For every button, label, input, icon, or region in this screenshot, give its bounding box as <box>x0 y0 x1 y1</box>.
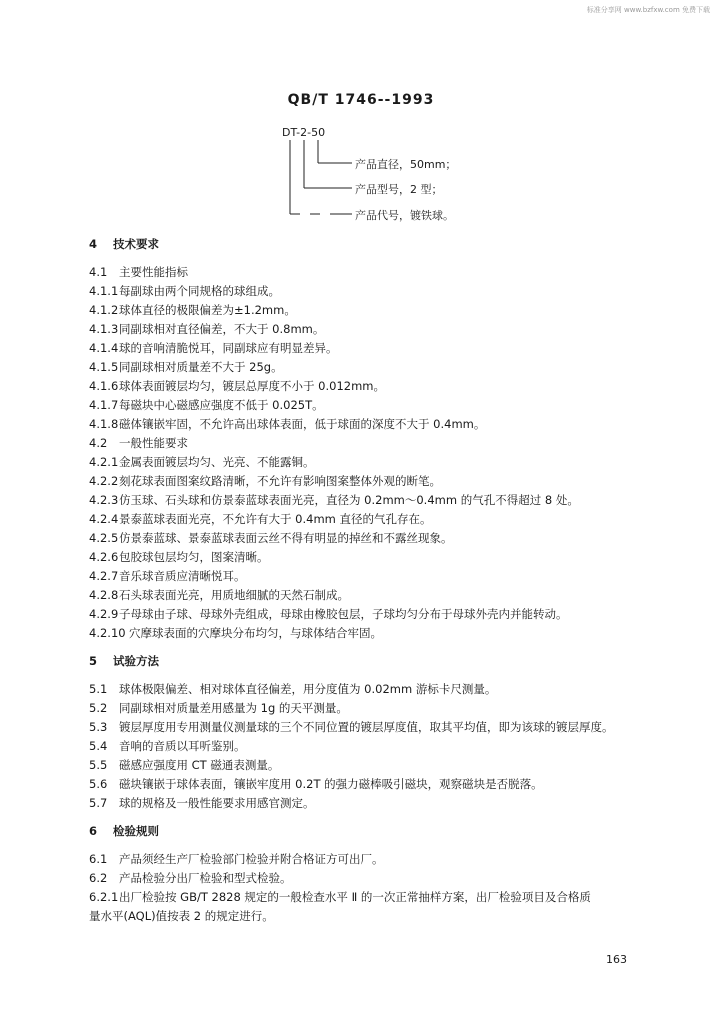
clause-5-1: 5.1 球体极限偏差、相对球体直径偏差，用分度值为 0.02mm 游标卡尺测量。 <box>89 682 497 696</box>
clause-4-1-6: 4.1.6球体表面镀层均匀，镀层总厚度不小于 0.012mm。 <box>89 379 385 393</box>
clause-4-1-4: 4.1.4球的音响清脆悦耳，同副球应有明显差异。 <box>89 341 338 355</box>
clause-4-2: 4.2 一般性能要求 <box>89 436 188 450</box>
clause-6-1: 6.1 产品须经生产厂检验部门检验并附合格证方可出厂。 <box>89 852 384 866</box>
model-label: 产品型号，2 型； <box>355 183 443 196</box>
clause-5-6: 5.6 磁块镶嵌于球体表面，镶嵌牢度用 0.2T 的强力磁棒吸引磁块，观察磁块是否脱落。 <box>89 777 543 791</box>
clause-4-1-3: 4.1.3同副球相对直径偏差，不大于 0.8mm。 <box>89 322 325 336</box>
clause-5-2: 5.2 同副球相对质量差用感量为 1g 的天平测量。 <box>89 701 348 715</box>
clause-4-2-1: 4.2.1金属表面镀层均匀、光亮、不能露铜。 <box>89 455 315 469</box>
clause-4-2-10: 4.2.10 穴摩球表面的穴摩块分布均匀，与球体结合牢固。 <box>89 626 382 640</box>
clause-4-2-9: 4.2.9子母球由子球、母球外壳组成，母球由橡胶包层，子球均匀分布于母球外壳内并能转动。 <box>89 607 568 621</box>
watermark: 标准分享网 www.bzfxw.com 免费下载 <box>586 6 710 14</box>
clause-6-2-1: 6.2.1出厂检验按 GB/T 2828 规定的一般检查水平 Ⅱ 的一次正常抽样方案，出厂检验项目及合格质 <box>89 890 591 904</box>
clause-4-2-6: 4.2.6包胶球包层均匀，图案清晰。 <box>89 550 269 564</box>
product-code-label: 产品代号，镀铁球。 <box>355 209 454 222</box>
clause-4-1-5: 4.1.5同副球相对质量差不大于 25g。 <box>89 360 283 374</box>
diameter-label: 产品直径，50mm； <box>355 158 457 171</box>
clause-4-1-7: 4.1.7每磁块中心磁感应强度不低于 0.025T。 <box>89 398 324 412</box>
clause-6-2-1-continuation: 量水平(AQL)值按表 2 的规定进行。 <box>89 909 274 923</box>
clause-4-1-8: 4.1.8磁体镶嵌牢固，不允许高出球体表面，低于球面的深度不大于 0.4mm。 <box>89 417 486 431</box>
document-header: QB/T 1746--1993 <box>287 92 435 108</box>
designation-diagram <box>0 0 722 240</box>
page-number: 163 <box>606 953 627 966</box>
clause-4-1: 4.1 主要性能指标 <box>89 265 188 279</box>
clause-6-2: 6.2 产品检验分出厂检验和型式检验。 <box>89 871 292 885</box>
clause-4-2-8: 4.2.8石头球表面光亮，用质地细腻的天然石制成。 <box>89 588 349 602</box>
section-5-heading: 5 试验方法 <box>89 654 159 668</box>
clause-4-2-7: 4.2.7音乐球音质应清晰悦耳。 <box>89 569 246 583</box>
clause-5-3: 5.3 镀层厚度用专用测量仪测量球的三个不同位置的镀层厚度值，取其平均值，即为该球的镀层厚度。 <box>89 720 614 734</box>
clause-4-2-5: 4.2.5仿景泰蓝球、景泰蓝球表面云丝不得有明显的掉丝和不露丝现象。 <box>89 531 453 545</box>
section-4-heading: 4 技术要求 <box>89 237 159 251</box>
clause-5-7: 5.7 球的规格及一般性能要求用感官测定。 <box>89 796 315 810</box>
section-6-heading: 6 检验规则 <box>89 824 159 838</box>
clause-4-2-4: 4.2.4景泰蓝球表面光亮，不允许有大于 0.4mm 直径的气孔存在。 <box>89 512 432 526</box>
clause-4-1-2: 4.1.2球体直径的极限偏差为±1.2mm。 <box>89 303 296 317</box>
product-designation-code: DT-2-50 <box>282 126 326 139</box>
clause-5-4: 5.4 音响的音质以耳听鉴别。 <box>89 739 246 753</box>
clause-5-5: 5.5 磁感应强度用 CT 磁通表测量。 <box>89 758 280 772</box>
clause-4-2-3: 4.2.3仿玉球、石头球和仿景泰蓝球表面光亮，直径为 0.2mm～0.4mm 的气孔不得超过 8 处。 <box>89 493 579 507</box>
clause-4-2-2: 4.2.2刻花球表面图案纹路清晰，不允许有影响图案整体外观的断笔。 <box>89 474 441 488</box>
clause-4-1-1: 4.1.1每副球由两个同规格的球组成。 <box>89 284 280 298</box>
